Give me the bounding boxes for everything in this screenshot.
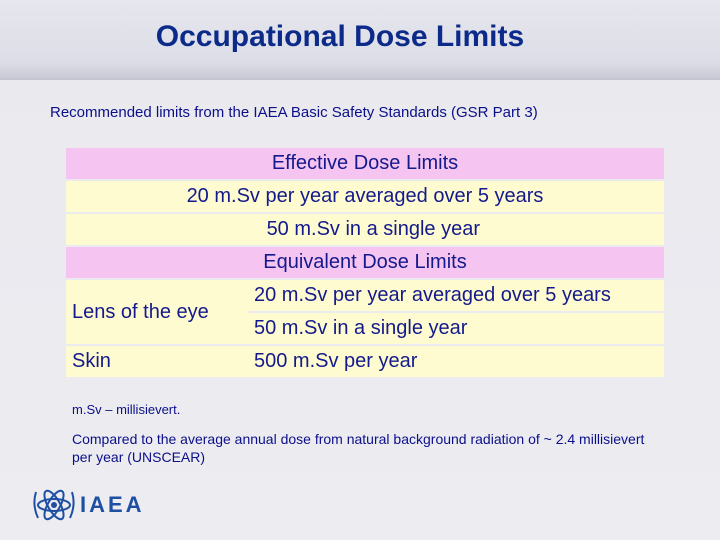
effective-header-row [66,148,664,179]
unit-note: m.Sv – millisievert. [72,402,181,417]
logo-text: IAEA [80,492,145,517]
table-row [66,214,664,245]
effective-average-limit: 20 m.Sv per year averaged over 5 years [66,181,664,212]
lens-average-limit: 20 m.Sv per year averaged over 5 years [248,280,664,311]
skin-limit: 500 m.Sv per year [248,346,664,377]
page-title: Occupational Dose Limits [155,20,525,53]
iaea-logo [30,482,180,528]
effective-single-year-limit: 50 m.Sv in a single year [66,214,664,245]
table-row [66,181,664,212]
dose-limits-table [66,146,664,379]
table-row [66,280,664,311]
lens-single-year-limit: 50 m.Sv in a single year [248,313,664,344]
equivalent-header-row [66,247,664,278]
table-row [66,346,664,377]
skin-label: Skin [66,346,248,377]
equivalent-header: Equivalent Dose Limits [66,247,664,278]
effective-header: Effective Dose Limits [66,148,664,179]
lens-label: Lens of the eye [66,280,248,344]
comparison-note: Compared to the average annual dose from natural background radiation of ~ 2.4 millisievert per year (UNSCEAR) [72,431,645,465]
subtitle: Recommended limits from the IAEA Basic Safety Standards (GSR Part 3) [50,104,538,121]
atom-emblem-icon [30,482,78,528]
